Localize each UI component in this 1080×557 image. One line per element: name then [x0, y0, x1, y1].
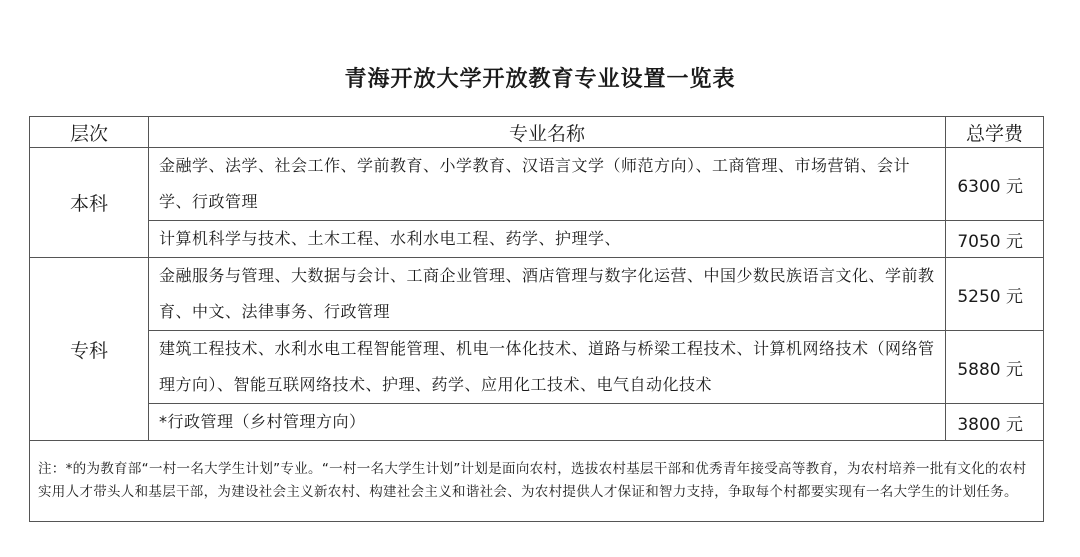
majors-cell: 计算机科学与技术、土木工程、水利水电工程、药学、护理学、: [149, 221, 946, 258]
level-junior: 专科: [30, 258, 149, 441]
table-row: [30, 258, 1044, 331]
table-row: [30, 404, 1044, 441]
fee-cell: 5880 元: [946, 331, 1044, 404]
majors-cell: 金融学、法学、社会工作、学前教育、小学教育、汉语言文学（师范方向）、工商管理、市场营销、会计学、行政管理: [149, 148, 946, 221]
table-header-row: [30, 117, 1044, 148]
header-major: 专业名称: [149, 117, 946, 148]
fee-cell: 5250 元: [946, 258, 1044, 331]
majors-cell: 建筑工程技术、水利水电工程智能管理、机电一体化技术、道路与桥梁工程技术、计算机网络技术（网络管理方向）、智能互联网络技术、护理、药学、应用化工技术、电气自动化技术: [149, 331, 946, 404]
footnote: 注：*的为教育部“一村一名大学生计划”专业。“一村一名大学生计划”计划是面向农村，选拔农村基层干部和优秀青年接受高等教育，为农村培养一批有文化的农村实用人才带头人和基层干部，为建设社会主义新农村、构建社会主义和谐社会、为农村提供人才保证和智力支持，争取每个村都要实现有一名大学生的计划任务。: [30, 441, 1044, 522]
table-row: [30, 331, 1044, 404]
table-row: [30, 148, 1044, 221]
level-undergrad: 本科: [30, 148, 149, 258]
header-fee: 总学费: [946, 117, 1044, 148]
header-level: 层次: [30, 117, 149, 148]
note-row: [30, 441, 1044, 522]
table-row: [30, 221, 1044, 258]
fee-cell: 7050 元: [946, 221, 1044, 258]
fee-cell: 6300 元: [946, 148, 1044, 221]
major-fee-table: [29, 116, 1044, 522]
fee-cell: 3800 元: [946, 404, 1044, 441]
majors-cell: *行政管理（乡村管理方向）: [149, 404, 946, 441]
page-title: 青海开放大学开放教育专业设置一览表: [344, 67, 736, 92]
majors-cell: 金融服务与管理、大数据与会计、工商企业管理、酒店管理与数字化运营、中国少数民族语言文化、学前教育、中文、法律事务、行政管理: [149, 258, 946, 331]
